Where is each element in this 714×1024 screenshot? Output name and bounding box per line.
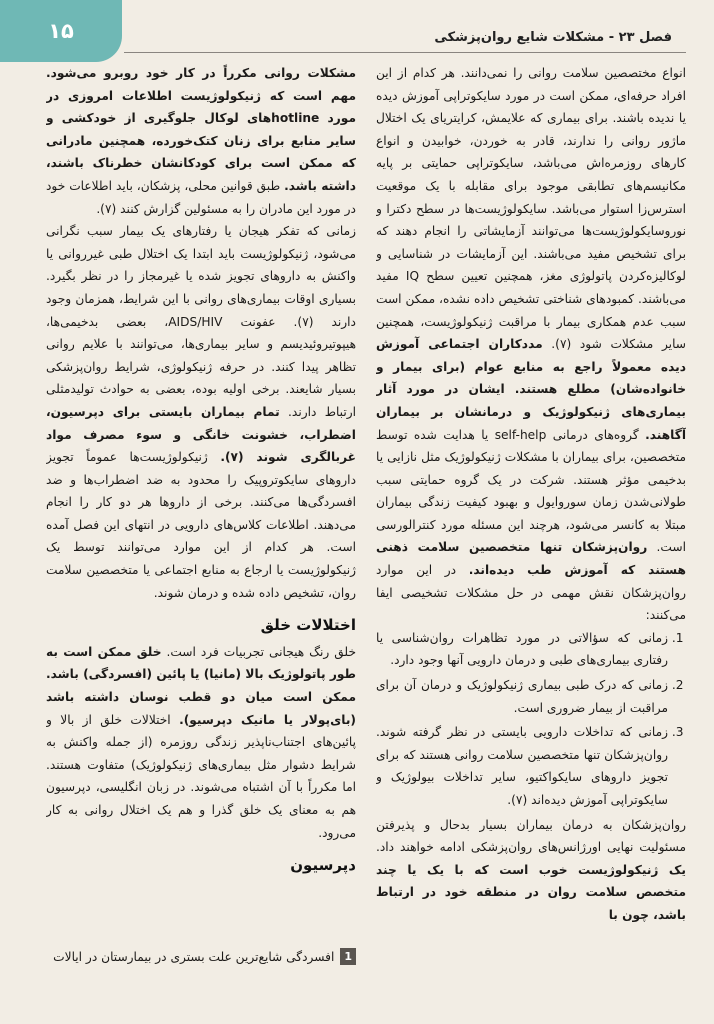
left-column <box>46 62 356 944</box>
footnote-text: افسردگی شایع‌ترین علت بستری در بیمارستان در ایالات <box>53 950 335 964</box>
paragraph-text: طبق قوانین محلی، پزشکان، باید اطلاعات خود در مورد این مادران را به مسئولین گزارش کنند (۷). <box>46 178 356 216</box>
paragraph-text: گروه‌های درمانی self-help یا هدایت شده توسط متخصصین، برای بیماران با مشکلات ژنیکولوژیک مثل نازایی یا بدخیمی مؤثر هستند. شرکت در یک گروه حمایتی سبب طولانی‌شدن زمان سوروایول و بهبود کیفیت زندگی بیماران مبتلا به کانسر می‌شود، هرچند این مسئله مورد کنترالورسی است. <box>376 427 686 555</box>
chapter-title: فصل ۲۳ - مشکلات شایع روان‌پزشکی <box>434 30 672 45</box>
paragraph <box>376 62 686 627</box>
bold-text: مشکلات روانی مکرراً در کار خود روبرو می‌شود. مهم است که ژنیکولوژیست اطلاعات امروزی در مورد hotlineهای لوکال جلوگیری از خودکشی و سایر منابع برای زنان کتک‌خورده، همچنین مادرانی که ممکن است برای کودکانشان خطرناک باشند، داشته باشد. <box>46 66 356 193</box>
paragraph <box>46 641 356 844</box>
paragraph <box>46 220 356 604</box>
bold-text: یک ژنیکولوژیست خوب است که با یک یا چند متخصص سلامت روان در منطقه خود در ارتباط باشد، چون با <box>376 862 686 922</box>
footnote-number: 1 <box>340 948 356 965</box>
paragraph-text: انواع مختصصین سلامت روانی را نمی‌دانند. هر کدام از این افراد حرفه‌ای، ممکن است در مورد سایکوتراپی آموزش دیده یا ندیده باشند. برای بیماری که علایمش، کرایتریای یک اختلال ماژور روانی را ندارند، قادر به خوردن، خوابیدن و انواع کارهای روزمره‌اش می‌باشد، سایکوتراپی حمایتی بر پایه مکانیسم‌های تطابقی موجود برای مقابله با یک موقعیت استرس‌زا استوار می‌باشد. سایکولوژیست‌ها در سطح دکترا و نوروسایکولوژیست‌ها می‌توانند آزمایشاتی را انجام دهند که برای تشخیص مفید می‌باشند. این آزمایشات در شناسایی و لوکالیزه‌کردن پاتولوژی مغز، همچنین تعیین سطح IQ مفید می‌باشند. کمبودهای شناختی تشخیص داده نشده، ممکن است سبب عدم همکاری بیمار با مراقبت ژنیکولوژیست، همچنین سایر مشکلات شود (۷). <box>376 66 686 352</box>
list-item: 2. زمانی که درک طبی بیماری ژنیکولوژیک و درمان آن برای مراقبت از بیمار ضروری است. <box>376 674 668 719</box>
section-heading: اختلالات خلق <box>260 616 356 635</box>
page-header <box>0 0 714 64</box>
list-item: 3. زمانی که تداخلات دارویی بایستی در نظر گرفته شوند. روان‌پزشکان تنها متخصصین سلامت روانی هستند که برای تجویز داروهای سایکواکتیو، سایر تداخلات بیولوژیک و سایکوتراپی آموزش دیده‌اند (۷). <box>376 721 668 811</box>
page-number: ۱۵ <box>0 0 122 62</box>
paragraph-text: خلق رنگ هیجانی تجربیات فرد است. <box>166 644 356 659</box>
paragraph-text: ژنیکولوژیست‌ها عموماً تجویز داروهای سایکوتروپیک را محدود به ضد اضطراب‌ها و ضد افسردگی‌ها می‌کنند. برخی از داروها هر دو کار را انجام می‌دهند. اطلاعات کلاس‌های دارویی در انتهای این فصل آمده است. هر کدام از این موارد می‌توانند توسط یک ژنیکولوژیست یا ارجاع به منابع اجتماعی یا متخصصین سلامت روان، تشخیص داده شده و درمان شوند. <box>46 450 356 600</box>
section-heading: دپرسیون <box>290 856 356 875</box>
paragraph-text: در این موارد روان‌پزشکان نقش مهمی در حل مشکلات تشخیصی ایفا می‌کنند: <box>376 563 686 623</box>
paragraph <box>46 62 356 220</box>
paragraph-text: اختلالات خلق از بالا و پائین‌های اجتناب‌ناپذیر زندگی روزمره (از جمله واکنش به شرایط دشوار مثل بیماری‌های ژنیکولوژیک) متفاوت هستند. اما مکرراً با آن اشتباه می‌شوند. در زبان انگلیسی، دپرسیون هم به معنای یک خلق گذرا و هم یک اختلال روانی به کار می‌رود. <box>46 712 356 840</box>
paragraph-text: روان‌پزشکان به درمان بیماران بسیار بدحال و پذیرفتن مسئولیت نهایی اورژانس‌های روان‌پزشکی ادامه خواهند داد. <box>376 817 686 855</box>
paragraph-text: زمانی که تفکر هیجان یا رفتارهای یک بیمار سبب نگرانی می‌شود، ژنیکولوژیست باید ابتدا یک اختلال طبی غیرروانی یا واکنش به داروهای تجویز شده یا غیرمجاز را در نظر بگیرد. بسیاری اوقات بیماری‌های روانی با این شرایط، همزمان وجود دارند (۷). عفونت AIDS/HIV، بعضی بدخیمی‌ها، هیپوتیروئیدیسم و سایر بیماری‌ها، می‌توانند با علایم روانی تظاهر پیدا کنند. در حرفه ژنیکولوژی، شرایط روان‌پزشکی بسیار شایعند. برخی اولیه بوده، بعضی به حوادث تولیدمثلی ارتباط دارند. <box>46 224 356 419</box>
right-column <box>376 62 686 984</box>
list-item: 1. زمانی که سؤالاتی در مورد تظاهرات روان‌شناسی یا رفتاری بیماری‌های طبی و درمان دارویی آنها وجود دارد. <box>376 627 668 672</box>
footnote <box>46 946 356 968</box>
numbered-list <box>376 627 686 812</box>
bold-text: تمام بیماران بایستی برای دپرسیون، اضطراب، خشونت خانگی و سوء مصرف مواد غربالگری شوند (۷). <box>46 404 356 465</box>
paragraph <box>376 814 686 927</box>
bold-text: مددکاران اجتماعی آموزش دیده معمولاً راجع به منابع عوام (برای بیمار و خانواده‌شان) مطلع هستند. ایشان در مورد آثار بیماری‌های ژنیکولوژیک و درمانشان بر بیماران آگاهند. <box>376 337 686 442</box>
bold-text: روان‌پزشکان تنها متخصصین سلامت ذهنی هستند که آموزش طب دیده‌اند. <box>376 540 686 578</box>
header-divider <box>124 52 686 53</box>
bold-text: خلق ممکن است به طور پاتولوژیک بالا (مانیا) یا پائین (افسردگی) باشد. ممکن است میان دو قطب نوسان داشته باشد (بای‌پولار یا مانیک دپرسیو). <box>46 644 356 727</box>
